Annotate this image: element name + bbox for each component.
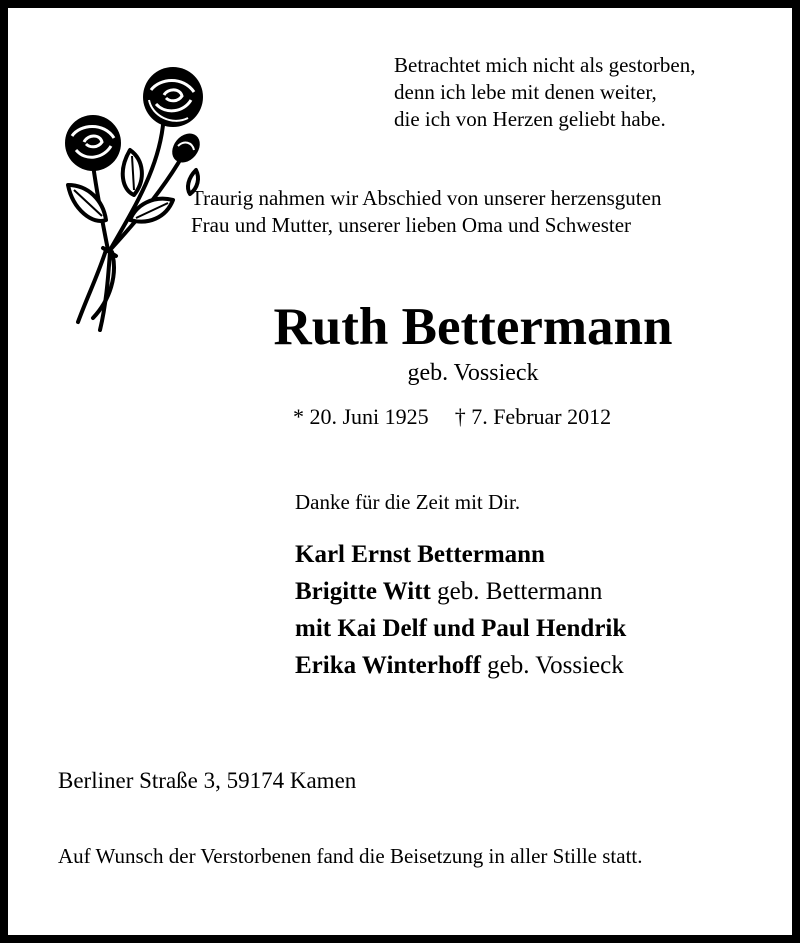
deceased-name: Ruth Bettermann — [273, 298, 673, 356]
farewell-intro — [191, 185, 791, 239]
poem-verse — [394, 52, 774, 133]
family-member — [295, 536, 795, 573]
birth-date: * 20. Juni 1925 — [293, 404, 429, 429]
maiden-name: geb. Vossieck — [407, 360, 539, 386]
family-member-name: Erika Winterhoff — [295, 652, 481, 679]
thanks-line: Danke für die Zeit mit Dir. — [295, 490, 521, 514]
burial-note: Auf Wunsch der Verstorbenen fand die Beisetzung in aller Stille statt. — [58, 844, 643, 868]
family-address: Berliner Straße 3, 59174 Kamen — [58, 768, 357, 793]
poem-line: die ich von Herzen geliebt habe. — [394, 107, 666, 131]
family-member — [295, 610, 795, 647]
poem-line: Betrachtet mich nicht als gestorben, — [394, 53, 696, 77]
family-member-name: Brigitte Witt — [295, 578, 431, 605]
family-member — [295, 573, 795, 610]
death-date: † 7. Februar 2012 — [454, 404, 612, 429]
intro-line: Traurig nahmen wir Abschied von unserer herzensguten — [191, 186, 662, 210]
family-member — [295, 647, 795, 684]
family-member-note: geb. Bettermann — [430, 578, 603, 605]
family-member-name: mit Kai Delf und Paul Hendrik — [295, 615, 627, 642]
poem-line: denn ich lebe mit denen weiter, — [394, 80, 657, 104]
family-signatures — [295, 536, 795, 684]
family-member-note: geb. Vossieck — [480, 652, 624, 679]
life-dates — [293, 402, 773, 432]
intro-line: Frau und Mutter, unserer lieben Oma und Schwester — [191, 213, 632, 237]
family-member-name: Karl Ernst Bettermann — [295, 541, 545, 568]
